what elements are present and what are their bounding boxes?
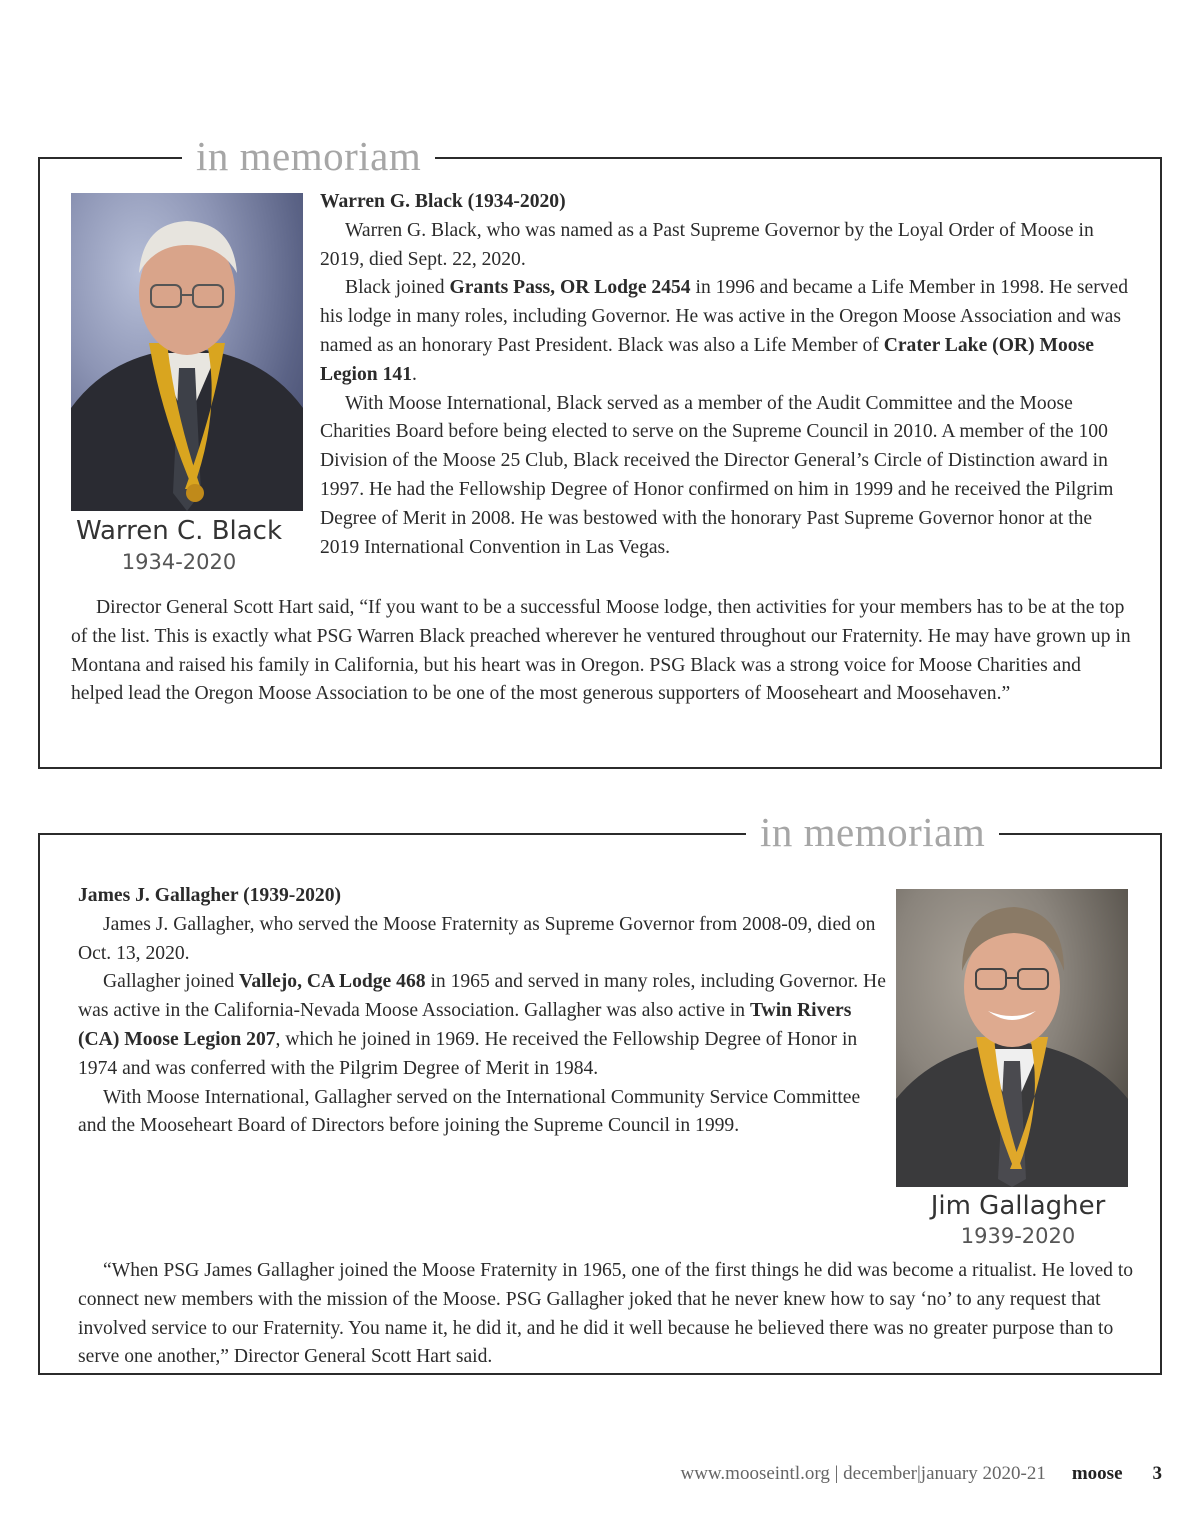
- portrait-photo-jim-gallagher: [896, 889, 1128, 1187]
- obituary-paragraph: With Moose International, Black served as a member of the Audit Committee and the Moose Charities Board before being elected to serve on the Supreme Council in 2010. A member of the 100 Division of the Moose 25 Club, Black received the Director General’s Circle of Distinction award in 1997. He had the Fellowship Degree of Honor confirmed on him in 1999 and he received the Pilgrim Degree of Merit in 2008. He was bestowed with the honorary Past Supreme Governor honor at the 2019 International Convention in Las Vegas.: [320, 392, 1114, 558]
- obituary-title: Warren G. Black (1934-2020): [320, 191, 566, 212]
- obituary-paragraph: Black joined Grants Pass, OR Lodge 2454 in 1996 and became a Life Member in 1998. He served his lodge in many roles, including Governor. He was active in the Oregon Moose Association and was named as an honorary Past President. Black was also a Life Member of Crater Lake (OR) Moose Legion 141.: [320, 277, 1129, 385]
- photo-caption-name: Jim Gallagher: [930, 1191, 1106, 1221]
- section-heading: in memoriam: [182, 134, 435, 178]
- lodge-name: Vallejo, CA Lodge 468: [239, 971, 426, 993]
- obituary-paragraph: “When PSG James Gallagher joined the Moose Fraternity in 1965, one of the first things he did was become a ritualist. He loved to connect new members with the mission of the Moose. PSG Gallagher joked that he never knew how to say ‘no’ to any request that involved service to our Fraternity. You name it, he did it, and he did it well because he believed there was no greater purpose than to serve one another,” Director General Scott Hart said.: [78, 1260, 1134, 1368]
- portrait-illustration: [71, 193, 303, 511]
- obituary-title: James J. Gallagher (1939-2020): [78, 885, 342, 906]
- obituary-paragraph: Gallagher joined Vallejo, CA Lodge 468 in 1965 and served in many roles, including Governor. He was active in the California-Nevada Moose Association. Gallagher was also active in Twin Rivers (CA) Moose Legion 207, which he joined in 1969. He received the Fellowship Degree of Honor in 1974 and was conferred with the Pilgrim Degree of Merit in 1984.: [78, 971, 886, 1079]
- portrait-photo-warren-black: [71, 193, 303, 511]
- section-heading: in memoriam: [746, 810, 999, 854]
- page-number: 3: [1152, 1463, 1162, 1484]
- obituary-paragraph: With Moose International, Gallagher served on the International Community Service Committee and the Mooseheart Board of Directors before joining the Supreme Council in 1999.: [78, 1086, 861, 1137]
- photo-caption-name: Warren C. Black: [75, 516, 283, 546]
- legion-name: Crater Lake (OR) Moose Legion 141: [320, 334, 1094, 385]
- obituary-quote-black: [71, 594, 1131, 709]
- photo-caption-years: 1934-2020: [121, 550, 237, 574]
- obituary-paragraph: Warren G. Black, who was named as a Past Supreme Governor by the Loyal Order of Moose in 2019, died Sept. 22, 2020.: [320, 219, 1094, 270]
- lodge-name: Grants Pass, OR Lodge 2454: [449, 277, 691, 299]
- photo-caption-years: 1939-2020: [960, 1224, 1076, 1248]
- obituary-text-gallagher: [78, 882, 886, 1141]
- legion-name: Twin Rivers (CA) Moose Legion 207: [78, 1000, 852, 1050]
- page-footer: [680, 1463, 1162, 1485]
- obituary-paragraph: Director General Scott Hart said, “If you want to be a successful Moose lodge, then activities for your members has to be at the top of the list. This is exactly what PSG Warren Black preached wherever he ventured throughout our Fraternity. He may have grown up in Montana and raised his family in California, but his heart was in Oregon. PSG Black was a strong voice for Moose Charities and helped lead the Oregon Moose Association to be one of the most generous supporters of Mooseheart and Moosehaven.”: [71, 597, 1131, 705]
- portrait-illustration: [896, 889, 1128, 1187]
- obituary-paragraph: James J. Gallagher, who served the Moose Fraternity as Supreme Governor from 2008-09, died on Oct. 13, 2020.: [78, 913, 876, 964]
- footer-brand: moose: [1071, 1463, 1123, 1484]
- obituary-quote-gallagher: [78, 1257, 1138, 1372]
- footer-site-issue: www.mooseintl.org | december|january 2020-21: [680, 1463, 1046, 1484]
- obituary-text-black: [320, 188, 1132, 562]
